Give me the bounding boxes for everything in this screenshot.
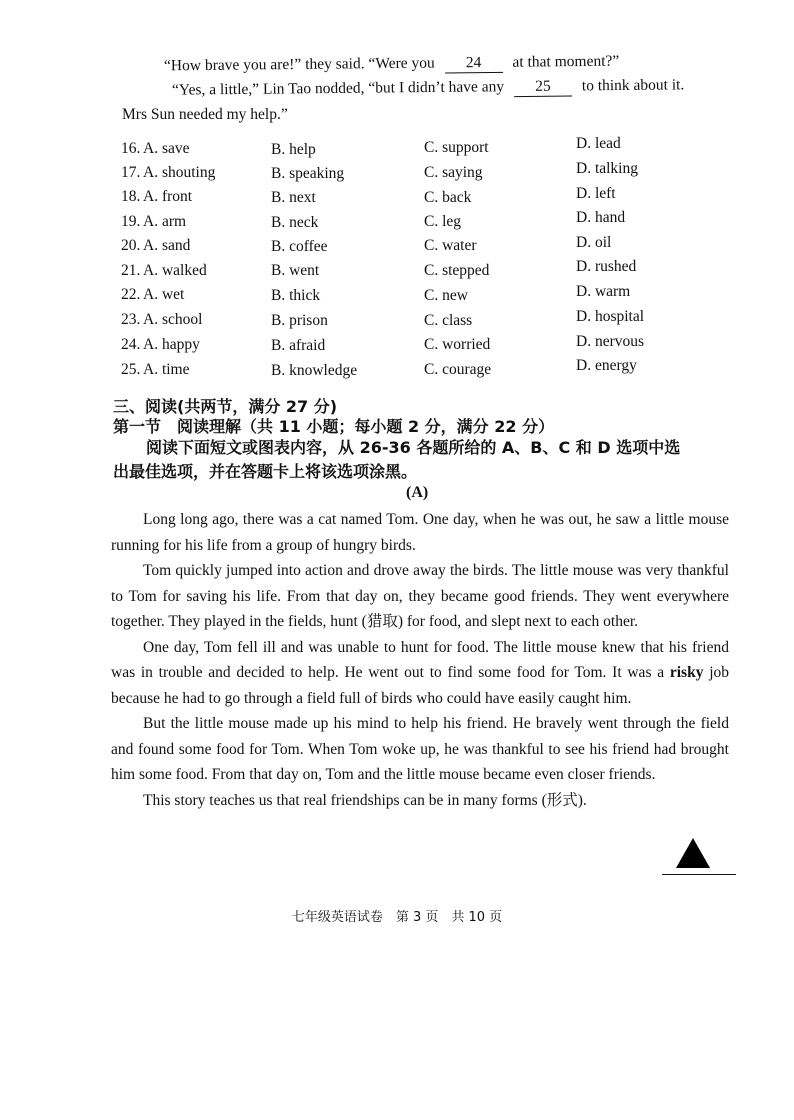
dialogue-text: “How brave you are!” they said. “Were you — [163, 54, 435, 75]
option-c: C. stepped — [424, 262, 490, 279]
blank-24: 24 — [445, 54, 503, 74]
option-d: D. left — [576, 185, 616, 202]
option-b: B. knowledge — [271, 362, 358, 379]
passage-label: (A) — [406, 484, 429, 501]
option-a: A. save — [143, 140, 190, 157]
dialogue-line-1 — [164, 53, 619, 77]
option-d: D. talking — [576, 160, 638, 177]
dialogue-line-3 — [122, 106, 288, 124]
paragraph-text: One day, Tom fell ill and was unable to hunt for food. The little mouse knew that his friend was in trouble and decided to help. He went out to find some food for Tom. It was a — [111, 638, 729, 681]
option-b: B. neck — [271, 214, 319, 231]
instruction-line-1: 阅读下面短文或图表内容，从 26-36 各题所给的 A、B、C 和 D 选项中选 — [146, 438, 681, 457]
option-a: A. sand — [143, 237, 191, 254]
passage-paragraph-4: But the little mouse made up his mind to help his friend. He bravely went through the field and found some food for Tom. When Tom woke up, he was thankful to see his friend had brought him some food. From that day on, Tom and the little mouse became even closer friends. — [111, 715, 729, 783]
option-b: B. next — [271, 189, 316, 206]
option-num: 25. — [121, 361, 141, 378]
option-d: D. nervous — [576, 333, 645, 350]
dialogue-text: “Yes, a little,” Lin Tao nodded, “but I didn’t have any — [171, 78, 505, 99]
option-c: C. support — [424, 139, 489, 156]
option-a: A. walked — [143, 262, 207, 279]
part-heading: 第一节 阅读理解（共 11 小题；每小题 2 分，满分 22 分） — [113, 417, 555, 436]
passage-paragraph-2: Tom quickly jumped into action and drove away the birds. The little mouse was very thankful to Tom for saving his life. From that day on, they became good friends. They went everywhere together. They played in the fields, hunt (猎取) for food, and slept next to each other. — [111, 562, 729, 630]
option-num: 17. — [121, 164, 141, 181]
option-a: A. front — [143, 188, 193, 205]
dialogue-line-2 — [172, 76, 684, 100]
option-num: 23. — [121, 311, 141, 328]
dialogue-text: Mrs Sun needed my help.” — [122, 106, 288, 123]
option-num: 21. — [121, 262, 141, 279]
option-d: D. oil — [576, 234, 612, 251]
option-c: C. courage — [424, 361, 492, 378]
option-d: D. lead — [576, 135, 621, 152]
option-b: B. speaking — [271, 165, 345, 182]
option-a: A. arm — [143, 213, 187, 230]
page-footer: 七年级英语试卷 第 3 页 共 10 页 — [291, 910, 503, 925]
option-b: B. help — [271, 141, 316, 158]
option-b: B. went — [271, 262, 320, 279]
option-num: 22. — [121, 286, 141, 303]
option-b: B. afraid — [271, 337, 326, 354]
option-b: B. thick — [271, 287, 321, 304]
option-c: C. leg — [424, 213, 462, 230]
dialogue-text: at that moment?” — [512, 52, 620, 71]
option-c: C. back — [424, 189, 472, 206]
option-d: D. hospital — [576, 308, 645, 325]
bold-word-risky: risky — [669, 664, 704, 681]
option-b: B. coffee — [271, 238, 328, 255]
dialogue-text: to think about it. — [581, 76, 685, 95]
option-a: A. school — [143, 311, 203, 328]
instruction-line-2: 出最佳选项，并在答题卡上将该选项涂黑。 — [113, 462, 418, 481]
passage-paragraph-3 — [111, 635, 729, 712]
option-c: C. worried — [424, 336, 491, 353]
option-d: D. warm — [576, 283, 631, 300]
paragraph-text: job because he had to go through a field full of birds who could have easily caught him. — [111, 664, 730, 707]
blank-25: 25 — [514, 77, 572, 97]
passage — [111, 507, 729, 813]
passage-paragraph-1: Long long ago, there was a cat named Tom. One day, when he was out, he saw a little mouse running for his life from a group of hungry birds. — [111, 511, 729, 554]
option-b: B. prison — [271, 312, 328, 329]
option-num: 24. — [121, 336, 141, 353]
answer-blank-line — [662, 874, 736, 875]
option-a: A. time — [143, 361, 190, 378]
option-c: C. water — [424, 237, 477, 254]
option-a: A. happy — [143, 336, 200, 353]
black-triangle-icon — [676, 838, 710, 868]
option-num: 19. — [121, 213, 141, 230]
option-a: A. shouting — [143, 164, 216, 181]
option-a: A. wet — [143, 286, 185, 303]
option-c: C. new — [424, 287, 468, 304]
option-num: 16. — [121, 140, 141, 157]
passage-paragraph-5: This story teaches us that real friendships can be in many forms (形式). — [143, 791, 587, 809]
option-c: C. saying — [424, 164, 483, 181]
option-num: 18. — [121, 188, 141, 205]
option-c: C. class — [424, 312, 473, 329]
option-d: D. energy — [576, 357, 637, 374]
option-d: D. hand — [576, 209, 626, 226]
option-num: 20. — [121, 237, 141, 254]
option-d: D. rushed — [576, 258, 637, 275]
section-heading: 三、阅读(共两节，满分 27 分) — [113, 397, 338, 416]
